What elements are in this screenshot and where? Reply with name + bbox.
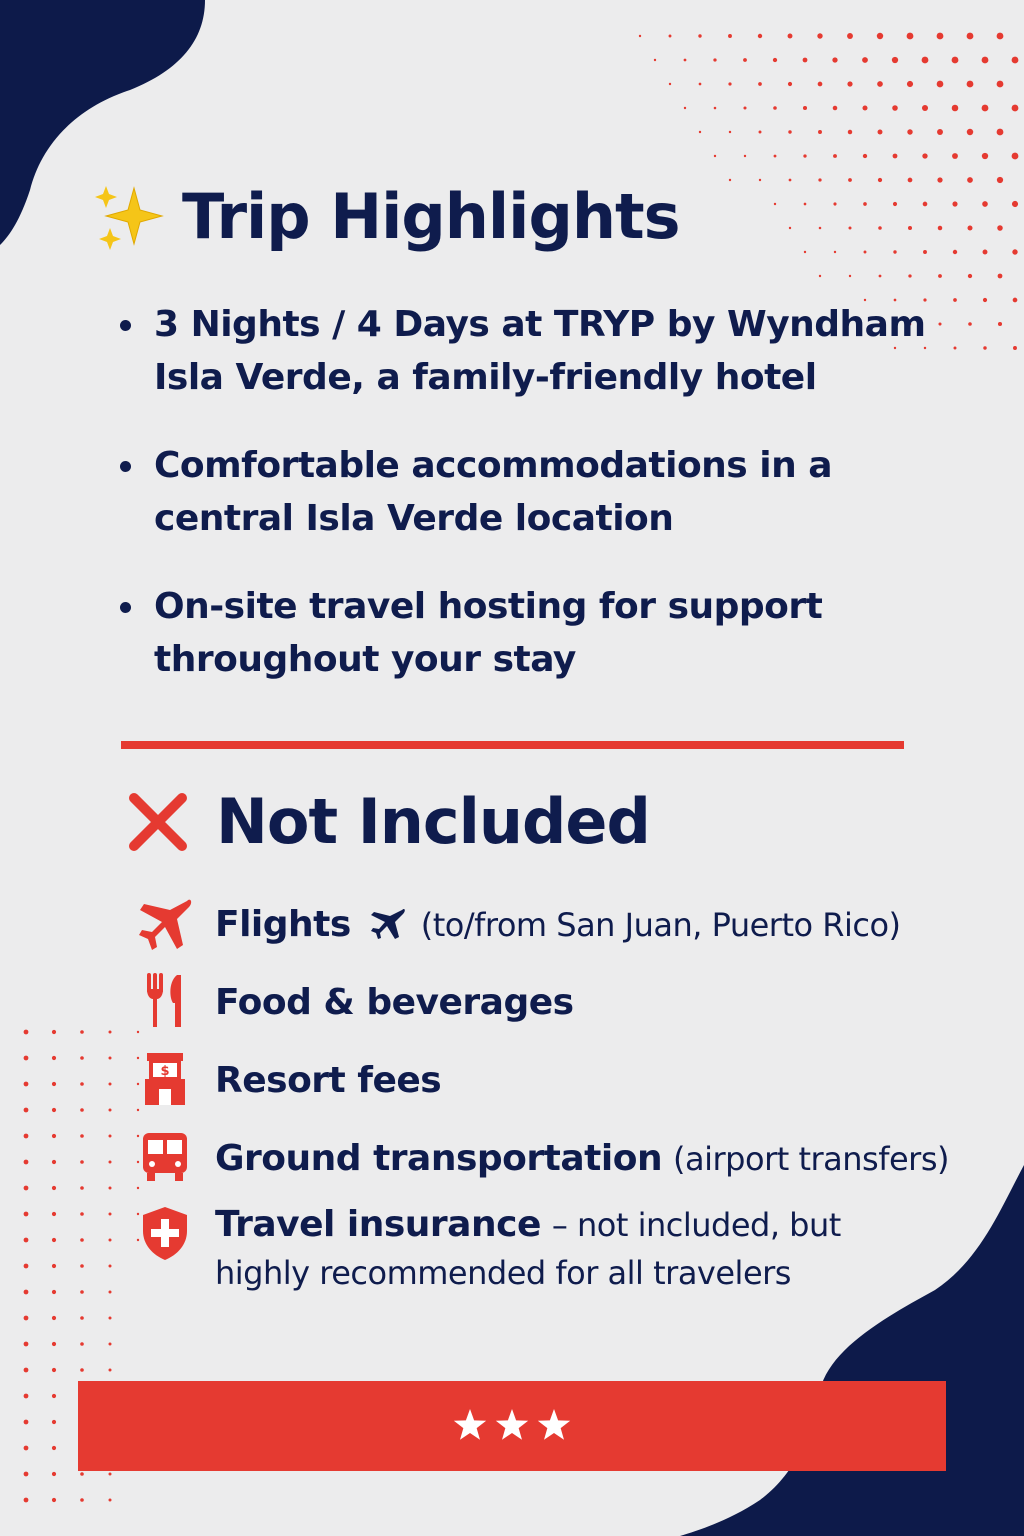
travel-insurance-label: Travel insurance xyxy=(215,1204,541,1245)
not-included-title: Not Included xyxy=(216,785,650,858)
hotel-fee-icon xyxy=(137,1051,193,1107)
list-item-food xyxy=(137,973,967,1033)
stars-icon xyxy=(450,1406,574,1446)
ground-transport-note: (airport transfers) xyxy=(673,1140,949,1178)
ground-transport-label: Ground transportation xyxy=(215,1138,663,1179)
star-icon xyxy=(454,1409,486,1440)
highlights-title: Trip Highlights xyxy=(182,180,680,253)
list-item: Comfortable accommodations in a central Isla Verde location xyxy=(114,439,934,545)
list-item: On-site travel hosting for support throughout your stay xyxy=(114,580,934,686)
list-item-flights xyxy=(137,895,967,955)
star-icon xyxy=(496,1409,528,1440)
star-icon xyxy=(538,1409,570,1440)
utensils-icon xyxy=(137,973,193,1029)
small-airplane-icon xyxy=(368,907,406,939)
svg-text:$: $ xyxy=(160,1064,170,1079)
highlights-header xyxy=(92,180,680,254)
resort-fees-label: Resort fees xyxy=(215,1060,442,1101)
not-included-list xyxy=(137,895,967,1297)
cross-icon xyxy=(126,790,190,854)
highlights-list xyxy=(114,298,934,721)
list-item-ground-transportation xyxy=(137,1129,967,1189)
bus-icon xyxy=(137,1129,193,1185)
sparkles-icon xyxy=(92,180,166,254)
shield-cross-icon xyxy=(137,1205,193,1261)
airplane-icon xyxy=(137,895,193,951)
not-included-header xyxy=(126,785,650,858)
flights-note: (to/from San Juan, Puerto Rico) xyxy=(420,906,901,944)
footer-bar xyxy=(78,1381,946,1471)
list-item-resort-fees xyxy=(137,1051,967,1111)
section-divider xyxy=(121,741,904,749)
travel-insurance-note: – not included, but highly recommended for all travelers xyxy=(215,1206,841,1292)
list-item: 3 Nights / 4 Days at TRYP by Wyndham Isla Verde, a family-friendly hotel xyxy=(114,298,934,404)
list-item-travel-insurance xyxy=(137,1205,967,1297)
food-label: Food & beverages xyxy=(215,982,574,1023)
flights-label: Flights xyxy=(215,904,351,945)
